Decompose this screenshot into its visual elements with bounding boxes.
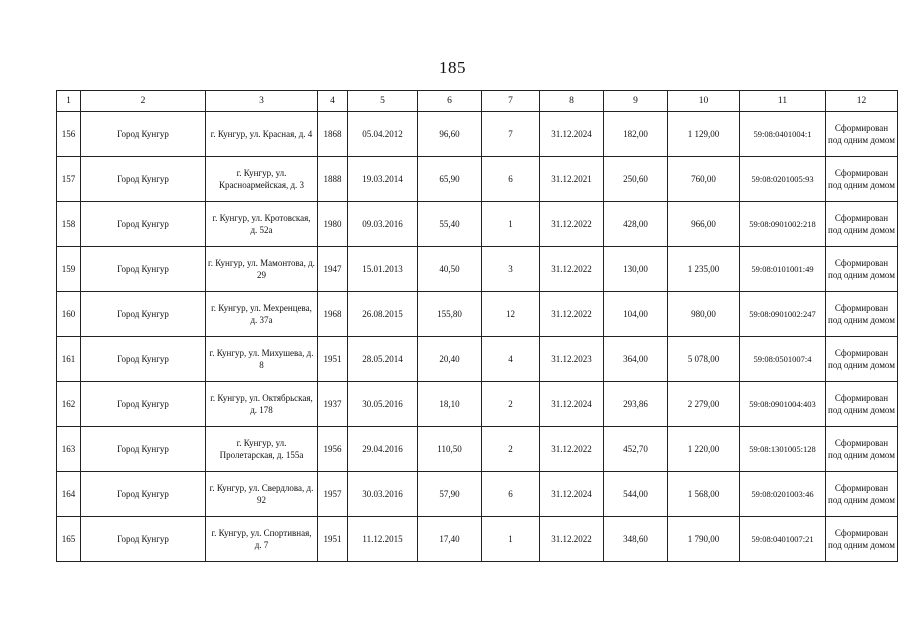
value10-cell: 1 790,00 — [668, 517, 740, 562]
area-cell: 17,40 — [418, 517, 482, 562]
table-row — [57, 382, 898, 427]
cadastral-number-cell: 59:08:0901004:403 — [740, 382, 826, 427]
table-row — [57, 472, 898, 517]
year-cell: 1888 — [318, 157, 348, 202]
municipality-cell: Город Кунгур — [81, 517, 206, 562]
status-cell: Сформирован под одним домом — [826, 337, 898, 382]
address-cell: г. Кунгур, ул. Пролетарская, д. 155а — [206, 427, 318, 472]
registry-table — [56, 90, 898, 562]
column-header: 11 — [740, 91, 826, 112]
value9-cell: 544,00 — [604, 472, 668, 517]
value9-cell: 250,60 — [604, 157, 668, 202]
area-cell: 20,40 — [418, 337, 482, 382]
value9-cell: 428,00 — [604, 202, 668, 247]
page-number: 185 — [439, 58, 466, 77]
cadastral-number-cell: 59:08:0901002:247 — [740, 292, 826, 337]
value10-cell: 5 078,00 — [668, 337, 740, 382]
year-cell: 1951 — [318, 337, 348, 382]
row-number: 157 — [57, 157, 81, 202]
cadastral-number-cell: 59:08:0401004:1 — [740, 112, 826, 157]
count-cell: 1 — [482, 517, 540, 562]
count-cell: 6 — [482, 472, 540, 517]
value10-cell: 1 129,00 — [668, 112, 740, 157]
column-header: 3 — [206, 91, 318, 112]
value10-cell: 1 235,00 — [668, 247, 740, 292]
row-number: 162 — [57, 382, 81, 427]
date-cell: 30.05.2016 — [348, 382, 418, 427]
address-cell: г. Кунгур, ул. Красноармейская, д. 3 — [206, 157, 318, 202]
value9-cell: 348,60 — [604, 517, 668, 562]
count-cell: 1 — [482, 202, 540, 247]
municipality-cell: Город Кунгур — [81, 157, 206, 202]
column-header: 8 — [540, 91, 604, 112]
deadline-cell: 31.12.2022 — [540, 247, 604, 292]
address-cell: г. Кунгур, ул. Кротовская, д. 52а — [206, 202, 318, 247]
status-cell: Сформирован под одним домом — [826, 382, 898, 427]
date-cell: 26.08.2015 — [348, 292, 418, 337]
cadastral-number-cell: 59:08:0201005:93 — [740, 157, 826, 202]
cadastral-number-cell: 59:08:1301005:128 — [740, 427, 826, 472]
count-cell: 6 — [482, 157, 540, 202]
table-row — [57, 157, 898, 202]
cadastral-number-cell: 59:08:0201003:46 — [740, 472, 826, 517]
cadastral-number-cell: 59:08:0501007:4 — [740, 337, 826, 382]
table-row — [57, 112, 898, 157]
municipality-cell: Город Кунгур — [81, 472, 206, 517]
deadline-cell: 31.12.2021 — [540, 157, 604, 202]
deadline-cell: 31.12.2023 — [540, 337, 604, 382]
cadastral-number-cell: 59:08:0101001:49 — [740, 247, 826, 292]
year-cell: 1947 — [318, 247, 348, 292]
row-number: 160 — [57, 292, 81, 337]
row-number: 161 — [57, 337, 81, 382]
column-header: 7 — [482, 91, 540, 112]
value9-cell: 364,00 — [604, 337, 668, 382]
status-cell: Сформирован под одним домом — [826, 157, 898, 202]
row-number: 156 — [57, 112, 81, 157]
count-cell: 3 — [482, 247, 540, 292]
year-cell: 1937 — [318, 382, 348, 427]
year-cell: 1951 — [318, 517, 348, 562]
cadastral-number-cell: 59:08:0901002:218 — [740, 202, 826, 247]
deadline-cell: 31.12.2022 — [540, 202, 604, 247]
column-header: 5 — [348, 91, 418, 112]
status-cell: Сформирован под одним домом — [826, 292, 898, 337]
value9-cell: 293,86 — [604, 382, 668, 427]
column-header: 12 — [826, 91, 898, 112]
deadline-cell: 31.12.2022 — [540, 517, 604, 562]
value9-cell: 130,00 — [604, 247, 668, 292]
count-cell: 7 — [482, 112, 540, 157]
status-cell: Сформирован под одним домом — [826, 472, 898, 517]
municipality-cell: Город Кунгур — [81, 427, 206, 472]
value10-cell: 2 279,00 — [668, 382, 740, 427]
address-cell: г. Кунгур, ул. Мамонтова, д. 29 — [206, 247, 318, 292]
municipality-cell: Город Кунгур — [81, 202, 206, 247]
area-cell: 40,50 — [418, 247, 482, 292]
date-cell: 11.12.2015 — [348, 517, 418, 562]
count-cell: 2 — [482, 382, 540, 427]
value10-cell: 980,00 — [668, 292, 740, 337]
area-cell: 55,40 — [418, 202, 482, 247]
deadline-cell: 31.12.2022 — [540, 427, 604, 472]
area-cell: 18,10 — [418, 382, 482, 427]
status-cell: Сформирован под одним домом — [826, 112, 898, 157]
deadline-cell: 31.12.2022 — [540, 292, 604, 337]
row-number: 159 — [57, 247, 81, 292]
value9-cell: 182,00 — [604, 112, 668, 157]
status-cell: Сформирован под одним домом — [826, 247, 898, 292]
value9-cell: 452,70 — [604, 427, 668, 472]
address-cell: г. Кунгур, ул. Мехренцева, д. 37а — [206, 292, 318, 337]
column-header: 1 — [57, 91, 81, 112]
municipality-cell: Город Кунгур — [81, 247, 206, 292]
address-cell: г. Кунгур, ул. Красная, д. 4 — [206, 112, 318, 157]
table-row — [57, 292, 898, 337]
area-cell: 57,90 — [418, 472, 482, 517]
value10-cell: 760,00 — [668, 157, 740, 202]
table-row — [57, 202, 898, 247]
count-cell: 12 — [482, 292, 540, 337]
row-number: 158 — [57, 202, 81, 247]
status-cell: Сформирован под одним домом — [826, 202, 898, 247]
year-cell: 1868 — [318, 112, 348, 157]
count-cell: 2 — [482, 427, 540, 472]
area-cell: 96,60 — [418, 112, 482, 157]
municipality-cell: Город Кунгур — [81, 292, 206, 337]
date-cell: 28.05.2014 — [348, 337, 418, 382]
municipality-cell: Город Кунгур — [81, 337, 206, 382]
address-cell: г. Кунгур, ул. Свердлова, д. 92 — [206, 472, 318, 517]
row-number: 164 — [57, 472, 81, 517]
count-cell: 4 — [482, 337, 540, 382]
cadastral-number-cell: 59:08:0401007:21 — [740, 517, 826, 562]
year-cell: 1956 — [318, 427, 348, 472]
value10-cell: 1 568,00 — [668, 472, 740, 517]
date-cell: 15.01.2013 — [348, 247, 418, 292]
year-cell: 1968 — [318, 292, 348, 337]
column-header: 9 — [604, 91, 668, 112]
row-number: 165 — [57, 517, 81, 562]
date-cell: 09.03.2016 — [348, 202, 418, 247]
table-row — [57, 247, 898, 292]
status-cell: Сформирован под одним домом — [826, 427, 898, 472]
municipality-cell: Город Кунгур — [81, 112, 206, 157]
address-cell: г. Кунгур, ул. Спортивная, д. 7 — [206, 517, 318, 562]
value9-cell: 104,00 — [604, 292, 668, 337]
date-cell: 30.03.2016 — [348, 472, 418, 517]
address-cell: г. Кунгур, ул. Октябрьская, д. 178 — [206, 382, 318, 427]
column-header: 2 — [81, 91, 206, 112]
area-cell: 155,80 — [418, 292, 482, 337]
table-row — [57, 427, 898, 472]
column-header: 4 — [318, 91, 348, 112]
column-header: 6 — [418, 91, 482, 112]
year-cell: 1957 — [318, 472, 348, 517]
area-cell: 65,90 — [418, 157, 482, 202]
table-row — [57, 517, 898, 562]
header-row — [57, 91, 898, 112]
address-cell: г. Кунгур, ул. Михушева, д. 8 — [206, 337, 318, 382]
municipality-cell: Город Кунгур — [81, 382, 206, 427]
table-row — [57, 337, 898, 382]
area-cell: 110,50 — [418, 427, 482, 472]
deadline-cell: 31.12.2024 — [540, 472, 604, 517]
year-cell: 1980 — [318, 202, 348, 247]
date-cell: 29.04.2016 — [348, 427, 418, 472]
status-cell: Сформирован под одним домом — [826, 517, 898, 562]
date-cell: 05.04.2012 — [348, 112, 418, 157]
date-cell: 19.03.2014 — [348, 157, 418, 202]
row-number: 163 — [57, 427, 81, 472]
value10-cell: 1 220,00 — [668, 427, 740, 472]
value10-cell: 966,00 — [668, 202, 740, 247]
deadline-cell: 31.12.2024 — [540, 382, 604, 427]
deadline-cell: 31.12.2024 — [540, 112, 604, 157]
column-header: 10 — [668, 91, 740, 112]
